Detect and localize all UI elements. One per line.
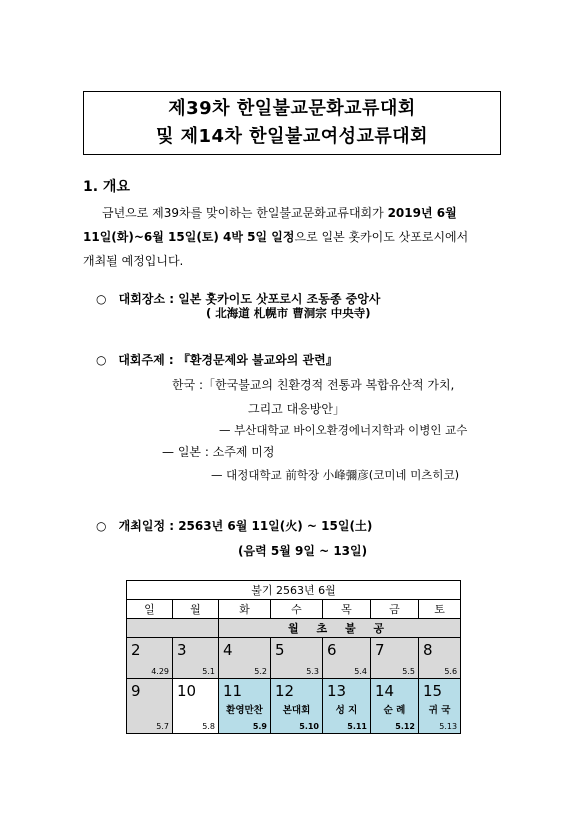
lunar-date: 5.13 [439, 722, 458, 731]
title-line-1: 제39차 한일불교문화교류대회 [168, 98, 416, 119]
event-label: 귀 국 [428, 705, 451, 716]
theme-japan-line: — 일본 : 소주제 미정 [162, 445, 275, 459]
intro-text: 으로 일본 홋카이도 삿포로시에서 [294, 230, 469, 244]
title-box [83, 91, 501, 155]
calendar-day-cell [419, 638, 460, 678]
lunar-date: 5.12 [395, 722, 415, 731]
calendar-day-cell [371, 638, 418, 678]
calendar-day-cell [271, 638, 322, 678]
weekday-thu: 목 [323, 600, 371, 619]
intro-line-1 [102, 204, 457, 221]
schedule-lunar: (음력 5월 9일 ~ 13일) [238, 544, 368, 558]
lunar-date: 5.5 [402, 667, 415, 676]
banner-event: 월 초 불 공 [219, 619, 461, 638]
bullet-icon: ○ [96, 519, 107, 533]
theme-korea-line-1: 한국 :「한국불교의 친환경적 전통과 복합유산적 가치, [172, 378, 455, 392]
day-number: 7 [375, 641, 385, 659]
lunar-date: 5.11 [347, 722, 367, 731]
event-label: 본대회 [282, 705, 311, 716]
section-heading: 1. 개요 [83, 179, 130, 195]
day-number: 10 [177, 682, 197, 700]
calendar-day-cell [371, 679, 418, 733]
day-number: 13 [327, 682, 347, 700]
intro-line-2 [83, 228, 468, 245]
lunar-date: 4.29 [151, 667, 169, 676]
theme-japan-presenter: — 대정대학교 前학장 小峰彌彦(코미네 미츠히코) [211, 468, 460, 482]
calendar-day-cell [219, 679, 270, 733]
calendar-day-cell [173, 679, 218, 733]
calendar-day-cell [173, 638, 218, 678]
day-number: 8 [423, 641, 433, 659]
day-number: 14 [375, 682, 395, 700]
title-line-2: 및 제14차 한일불교여성교류대회 [155, 126, 429, 147]
weekday-sun: 일 [127, 600, 173, 619]
calendar-day-cell [219, 638, 270, 678]
lunar-date: 5.2 [254, 667, 267, 676]
day-number: 15 [423, 682, 443, 700]
intro-line-3: 개최될 예정입니다. [83, 254, 184, 268]
lunar-date: 5.7 [156, 722, 169, 731]
lunar-date: 5.3 [306, 667, 319, 676]
venue-hanja: ( 北海道 札幌市 曹洞宗 中央寺) [206, 306, 371, 320]
lunar-date: 5.8 [202, 722, 215, 731]
calendar-day-cell [127, 638, 172, 678]
lunar-date: 5.9 [252, 722, 267, 731]
lunar-date: 5.6 [444, 667, 458, 676]
intro-schedule: 11일(화)~6월 15일(토) 4박 5일 일정 [83, 230, 295, 244]
day-number: 12 [275, 682, 295, 700]
theme-label: 대회주제 : [118, 353, 178, 367]
intro-text: 금년으로 제39차를 맞이하는 한일불교문화교류대회가 [102, 206, 388, 220]
banner-blank [127, 619, 219, 638]
theme-title: 『환경문제와 불교와의 관련』 [177, 353, 338, 367]
intro-date: 2019년 6월 [387, 206, 457, 220]
bullet-icon: ○ [96, 292, 107, 306]
weekday-mon: 월 [173, 600, 219, 619]
day-number: 9 [131, 682, 141, 700]
event-label: 순 례 [383, 705, 406, 716]
schedule-label: 개최일정 : 2563년 6월 11일(火) ~ 15일(土) [118, 519, 373, 533]
schedule-line [96, 517, 372, 534]
calendar-day-cell [127, 679, 172, 733]
calendar-table [126, 580, 461, 734]
day-number: 6 [327, 641, 337, 659]
lunar-date: 5.4 [354, 667, 367, 676]
weekday-tue: 화 [219, 600, 271, 619]
day-number: 3 [177, 641, 187, 659]
day-number: 5 [275, 641, 285, 659]
venue-label: 대회장소 : 일본 홋카이도 삿포로시 조동종 중앙사 [118, 292, 381, 306]
event-label: 환영만찬 [226, 705, 263, 716]
calendar-day-cell [419, 679, 460, 733]
event-label: 성 지 [335, 705, 358, 716]
day-number: 2 [131, 641, 141, 659]
lunar-date: 5.1 [202, 667, 215, 676]
weekday-fri: 금 [371, 600, 419, 619]
weekday-wed: 수 [271, 600, 323, 619]
weekday-sat: 토 [419, 600, 461, 619]
day-number: 4 [223, 641, 233, 659]
theme-line [96, 351, 338, 368]
calendar-title: 불기 2563년 6월 [127, 581, 461, 600]
lunar-date: 5.10 [299, 722, 319, 731]
bullet-icon: ○ [96, 353, 107, 367]
theme-korea-line-2: 그리고 대응방안」 [248, 402, 345, 416]
calendar-day-cell [323, 679, 370, 733]
calendar-day-cell [323, 638, 370, 678]
day-number: 11 [223, 682, 243, 700]
calendar-day-cell [271, 679, 322, 733]
theme-korea-presenter: — 부산대학교 바이오환경에너지학과 이병인 교수 [219, 423, 468, 437]
